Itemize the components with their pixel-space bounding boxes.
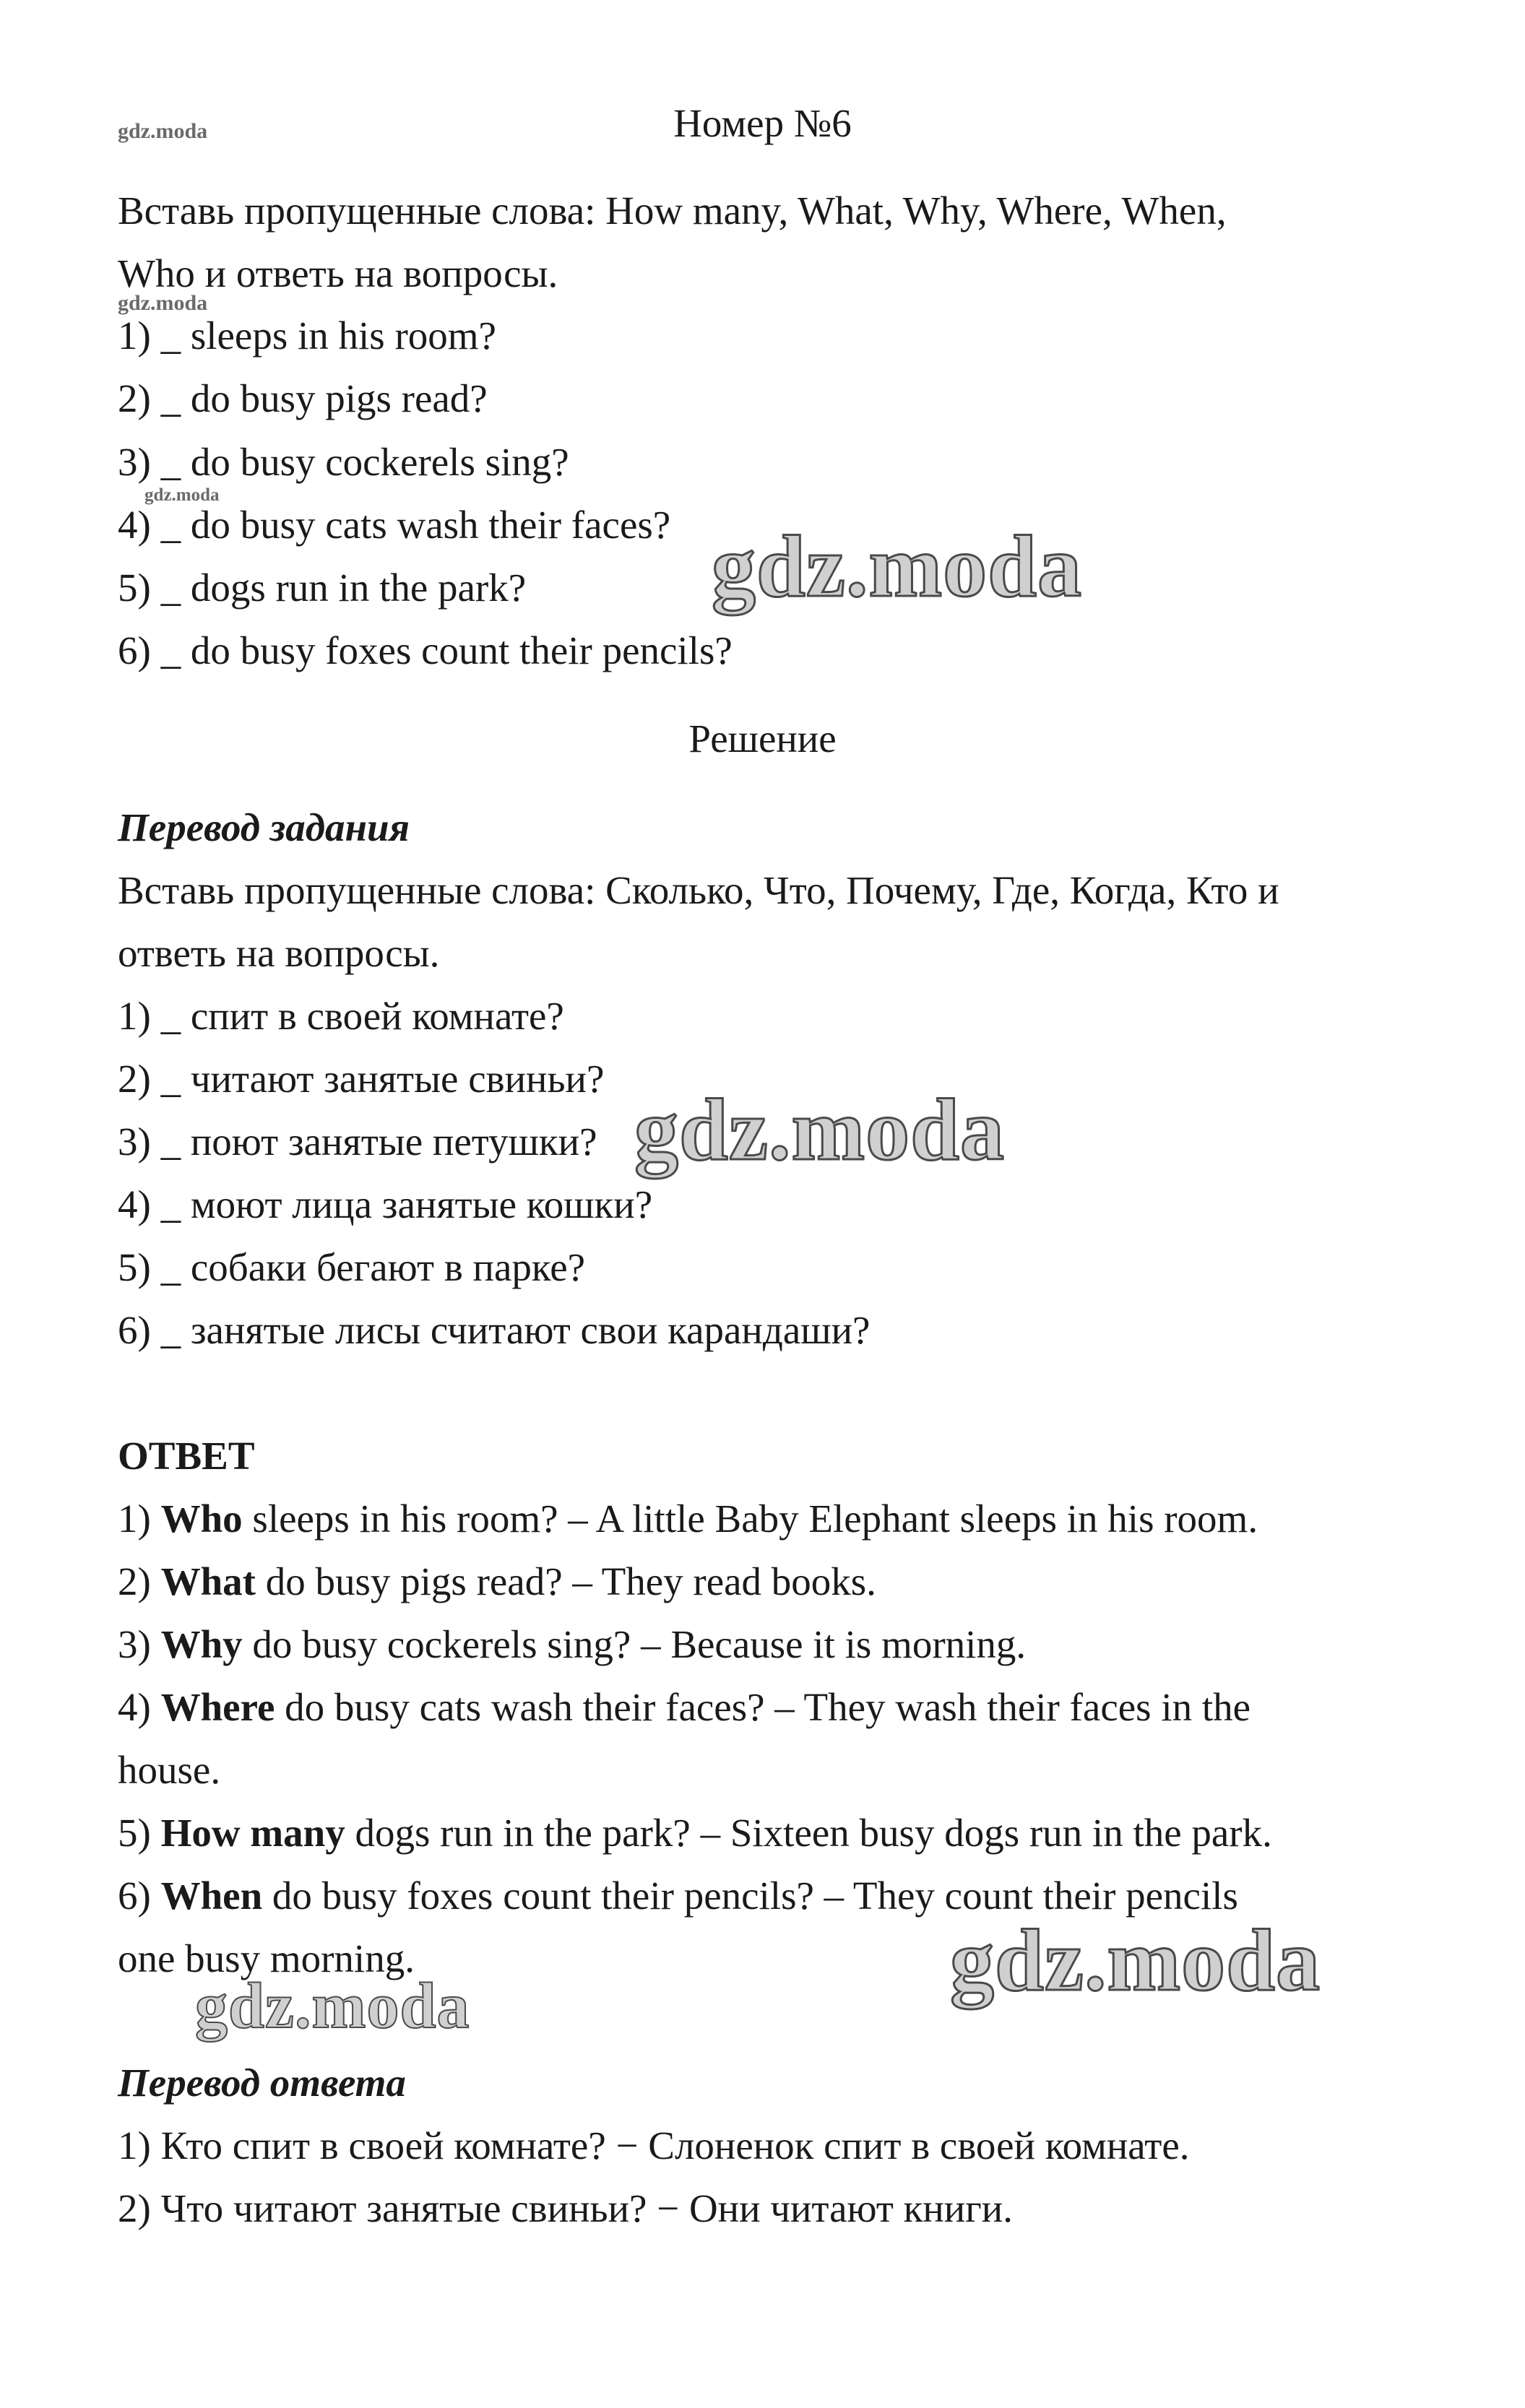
translation-question-5: 5) _ собаки бегают в парке? <box>118 1245 586 1289</box>
answer-text: dogs run in the park? – Sixteen busy dogs run in the park. <box>345 1811 1272 1855</box>
answer-question-word: When <box>160 1874 263 1918</box>
task-question-5: 5) _ dogs run in the park? <box>118 566 527 610</box>
answer-item-6-continuation: one busy morning. <box>118 1936 415 1980</box>
answer-heading: ОТВЕТ <box>118 1434 255 1478</box>
answer-question-word: Why <box>160 1622 243 1666</box>
translation-instruction-line-1: Вставь пропущенные слова: Сколько, Что, Почему, Где, Когда, Кто и <box>118 868 1279 912</box>
task-question-3: 3) _ do busy cockerels sing? <box>118 440 569 484</box>
answer-number: 3) <box>118 1622 161 1666</box>
watermark: gdz.moda <box>195 1970 470 2042</box>
task-question-1: 1) _ sleeps in his room? <box>118 313 496 358</box>
translation-question-1: 1) _ спит в своей комнате? <box>118 994 564 1038</box>
answer-question-word: How many <box>160 1811 345 1855</box>
answer-item-3 <box>118 1621 1026 1668</box>
watermark: gdz.moda <box>634 1081 1005 1179</box>
answer-question-word: What <box>160 1559 256 1603</box>
translation-question-6: 6) _ занятые лисы считают свои карандаши? <box>118 1308 870 1352</box>
task-instruction-line-1: Вставь пропущенные слова: How many, What, Why, Where, When, <box>118 189 1227 233</box>
answer-question-word: Who <box>160 1497 243 1541</box>
answer-translation-2: 2) Что читают занятые свиньи? − Они читают книги. <box>118 2186 1013 2230</box>
answer-translation-heading: Перевод ответа <box>118 2061 406 2105</box>
answer-item-5 <box>118 1809 1272 1857</box>
answer-item-4-continuation: house. <box>118 1748 221 1792</box>
page-title: Номер №6 <box>673 101 852 145</box>
answer-number: 5) <box>118 1811 161 1855</box>
watermark-small: gdz.moda <box>144 485 220 505</box>
translation-instruction-line-2: ответь на вопросы. <box>118 931 440 975</box>
answer-translation-1: 1) Кто спит в своей комнате? − Слоненок спит в своей комнате. <box>118 2123 1190 2167</box>
solution-title: Решение <box>688 716 837 761</box>
task-instruction-line-2: Who и ответь на вопросы. <box>118 251 558 295</box>
answer-text: do busy cats wash their faces? – They wash their faces in the <box>275 1685 1251 1729</box>
answer-text: do busy foxes count their pencils? – They count their pencils <box>262 1874 1238 1918</box>
watermark-small: gdz.moda <box>118 291 208 315</box>
translation-heading: Перевод задания <box>118 805 410 849</box>
translation-question-3: 3) _ поют занятые петушки? <box>118 1119 597 1164</box>
answer-question-word: Where <box>160 1685 275 1729</box>
answer-text: sleeps in his room? – A little Baby Elephant sleeps in his room. <box>242 1497 1258 1541</box>
watermark: gdz.moda <box>950 1912 1321 2009</box>
answer-item-2 <box>118 1558 876 1606</box>
answer-text: do busy cockerels sing? – Because it is morning. <box>242 1622 1027 1666</box>
answer-item-4 <box>118 1684 1250 1731</box>
answer-number: 4) <box>118 1685 161 1729</box>
task-question-2: 2) _ do busy pigs read? <box>118 376 488 420</box>
translation-question-2: 2) _ читают занятые свиньи? <box>118 1057 605 1101</box>
answer-number: 1) <box>118 1497 161 1541</box>
answer-item-1 <box>118 1495 1258 1543</box>
answer-text: do busy pigs read? – They read books. <box>255 1559 876 1603</box>
watermark: gdz.moda <box>712 518 1082 615</box>
watermark-small: gdz.moda <box>118 119 208 143</box>
task-question-6: 6) _ do busy foxes count their pencils? <box>118 628 733 672</box>
translation-question-4: 4) _ моют лица занятые кошки? <box>118 1182 653 1226</box>
answer-number: 6) <box>118 1874 161 1918</box>
answer-number: 2) <box>118 1559 161 1603</box>
task-question-4: 4) _ do busy cats wash their faces? <box>118 503 671 547</box>
